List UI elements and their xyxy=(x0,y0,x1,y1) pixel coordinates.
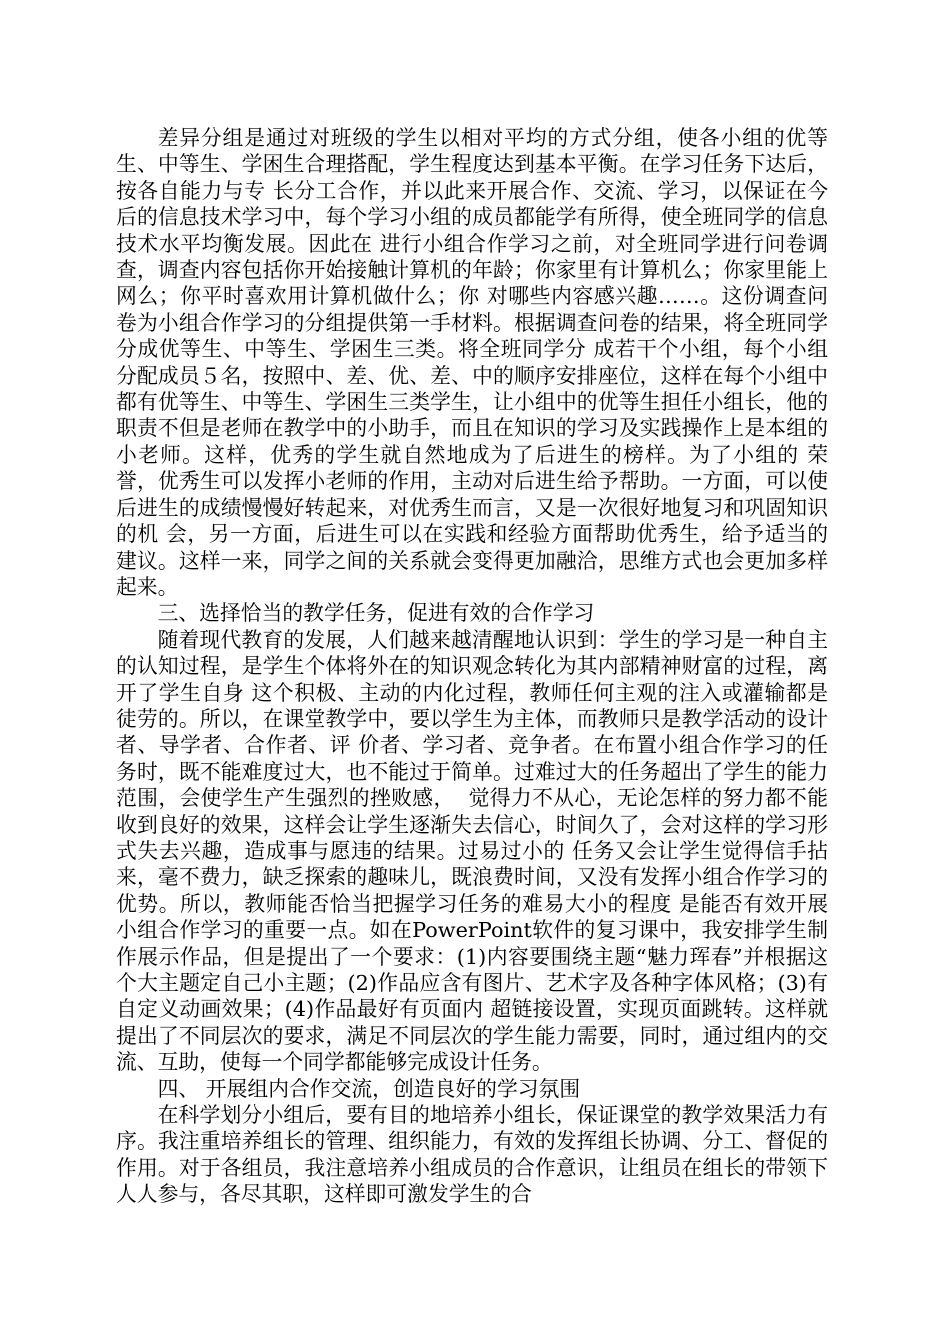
paragraph-group-cooperation: 在科学划分小组后，要有目的地培养小组长，保证课堂的教学效果活力有序。我注重培养组长的管理、组织能力，有效的发挥组长协调、分工、督促的作用。对于各组员，我注意培养小组成员的合作意识，让组员在组长的带领下人人参与，各尽其职，这样即可激发学生的合 xyxy=(116,1103,828,1207)
document-body xyxy=(116,125,828,1208)
section-heading-4: 四、 开展组内合作交流，创造良好的学习氛围 xyxy=(157,1076,581,1101)
section-heading-3: 三、选择恰当的教学任务，促进有效的合作学习 xyxy=(157,601,595,626)
paragraph-grouping: 差异分组是通过对班级的学生以相对平均的方式分组，使各小组的优等生、中等生、学困生合理搭配，学生程度达到基本平衡。在学习任务下达后，按各自能力与专 长分工合作，并以此来开展合作、交流、学习，以保证在今后的信息技术学习中，每个学习小组的成员都能学有所得，使全班同学的信息技术水平均衡发展。因此在 进行小组合作学习之前，对全班同学进行问卷调查，调查内容包括你开始接触计算机的年龄；你家里有计算机么；你家里能上网么；你平时喜欢用计算机做什么；你 对哪些内容感兴趣……。这份调查问卷为小组合作学习的分组提供第一手材料。根据调查问卷的结果，将全班同学分成优等生、中等生、学困生三类。将全班同学分 成若干个小组，每个小组分配成员５名，按照中、差、优、差、中的顺序安排座位，这样在每个小组中都有优等生、中等生、学困生三类学生，让小组中的优等生担任小组长，他的职责不但是老师在教学中的小助手，而且在知识的学习及实践操作上是本组的小老师。这样，优秀的学生就自然地成为了后进生的榜样。为了小组的 荣誉，优秀生可以发挥小老师的作用，主动对后进生给予帮助。一方面，可以使后进生的成绩慢慢好转起来，对优秀生而言，又是一次很好地复习和巩固知识的机 会，另一方面，后进生可以在实践和经验方面帮助优秀生，给予适当的建议。这样一来，同学之间的关系就会变得更加融洽，思维方式也会更加多样起来。 xyxy=(116,126,828,599)
paragraph-task-selection: 随着现代教育的发展，人们越来越清醒地认识到：学生的学习是一种自主的认知过程，是学生个体将外在的知识观念转化为其内部精神财富的过程，离开了学生自身 这个积极、主动的内化过程，教师任何主观的注入或灌输都是徒劳的。所以，在课堂教学中，要以学生为主体，而教师只是教学活动的设计者、导学者、合作者、评 价者、学习者、竞争者。在布置小组合作学习的任务时，既不能难度过大，也不能过于简单。过难过大的任务超出了学生的能力范围，会使学生产生强烈的挫败感， 觉得力不从心，无论怎样的努力都不能收到良好的效果，这样会让学生逐渐失去信心，时间久了，会对这样的学习形式失去兴趣，造成事与愿违的结果。过易过小的 任务又会让学生觉得信手拈来，毫不费力，缺乏探索的趣味儿，既浪费时间，又没有发挥小组合作学习的优势。所以，教师能否恰当把握学习任务的难易大小的程度 是能否有效开展小组合作学习的重要一点。如在PowerPoint软件的复习课中，我安排学生制作展示作品，但是提出了一个要求：(1)内容要围绕主题“魅力珲春”并根据这个大主题定自己小主题；(2)作品应含有图片、艺术字及各种字体风格；(3)有自定义动画效果；(4)作品最好有页面内 超链接设置，实现页面跳转。这样就提出了不同层次的要求，满足不同层次的学生能力需要，同时，通过组内的交流、互助，使每一个同学都能够完成设计任务。 xyxy=(116,627,828,1075)
